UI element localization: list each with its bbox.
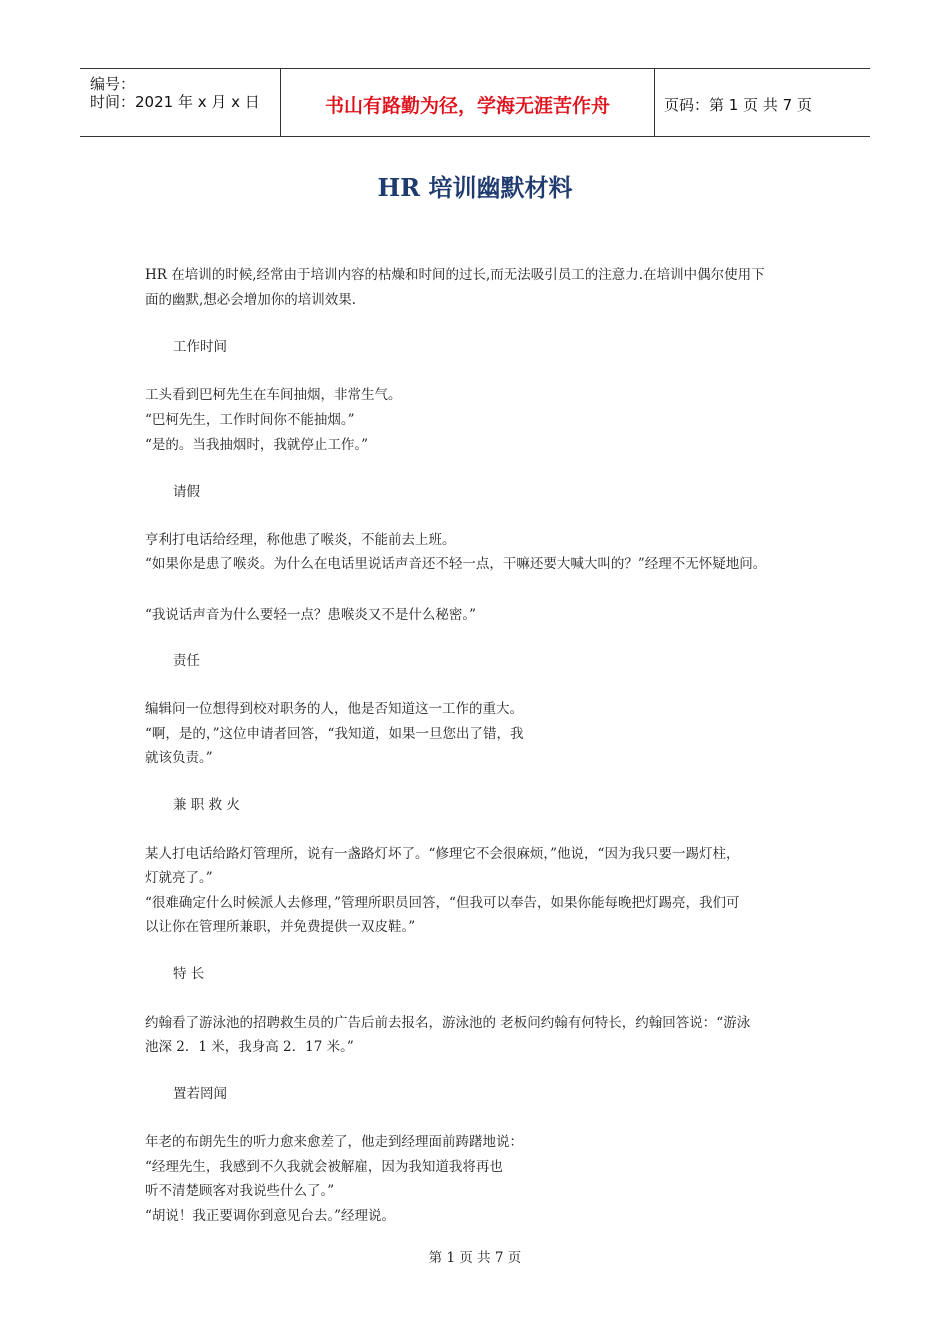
section-line: “很难确定什么时候派人去修理，”管理所职员回答，“但我可以奉告，如果你能每晚把灯踢亮，我们可 — [145, 895, 740, 911]
section-heading: 置若罔闻 — [173, 1086, 227, 1102]
header-motto: 书山有路勤为径，学海无涯苦作舟 — [324, 95, 610, 117]
section-line: “如果你是患了喉炎。为什么在电话里说话声音还不轻一点，干嘛还要大喊大叫的？”经理不无怀疑地问。 — [145, 556, 767, 572]
section-line: “是的。当我抽烟时，我就停止工作。” — [145, 437, 369, 453]
page-number-label: 页码：第 1 页 共 7 页 — [664, 96, 812, 114]
section-line: “我说话声音为什么要轻一点？患喉炎又不是什么秘密。” — [145, 607, 477, 623]
section-line: 工头看到巴柯先生在车间抽烟，非常生气。 — [145, 387, 402, 403]
intro-line: 面的幽默,想必会增加你的培训效果. — [145, 292, 357, 308]
section-heading: 特 长 — [173, 966, 205, 982]
document-date-label: 时间：2021 年 x 月 x 日 — [90, 93, 260, 111]
header-left-cell — [80, 69, 280, 136]
section-heading: 工作时间 — [173, 339, 227, 355]
section-line: 编辑问一位想得到校对职务的人，他是否知道这一工作的重大。 — [145, 701, 523, 717]
section-line: “胡说！我正要调你到意见台去。”经理说。 — [145, 1208, 396, 1224]
header-motto-cell — [280, 69, 655, 136]
section-line: 听不清楚顾客对我说些什么了。” — [145, 1183, 335, 1199]
section-line: 约翰看了游泳池的招聘救生员的广告后前去报名，游泳池的 老板问约翰有何特长，约翰回答说：“游泳 — [145, 1015, 751, 1031]
section-line: 亨利打电话给经理，称他患了喉炎，不能前去上班。 — [145, 532, 456, 548]
section-line: 年老的布朗先生的听力愈来愈差了，他走到经理面前踌躇地说： — [145, 1134, 523, 1150]
section-heading: 请假 — [173, 484, 200, 500]
section-line: 灯就亮了。” — [145, 870, 213, 886]
intro-line: HR 在培训的时候,经常由于培训内容的枯燥和时间的过长,而无法吸引员工的注意力.在培训中偶尔使用下 — [145, 267, 765, 283]
document-number-label: 编号： — [90, 75, 136, 93]
document-title: HR 培训幽默材料 — [377, 173, 573, 202]
section-line: “巴柯先生，工作时间你不能抽烟。” — [145, 412, 355, 428]
page-footer: 第 1 页 共 7 页 — [428, 1250, 522, 1266]
page-header — [80, 68, 870, 137]
section-line: 就该负责。” — [145, 750, 213, 766]
section-line: 以让你在管理所兼职，并免费提供一双皮鞋。” — [145, 919, 416, 935]
section-line: 某人打电话给路灯管理所，说有一盏路灯坏了。“修理它不会很麻烦，”他说，“因为我只要一踢灯柱， — [145, 846, 740, 862]
section-heading: 责任 — [173, 653, 200, 669]
section-line: 池深 2．1 米，我身高 2．17 米。” — [145, 1039, 354, 1055]
section-line: “经理先生，我感到不久我就会被解雇，因为我知道我将再也 — [145, 1159, 503, 1175]
header-right-cell — [654, 69, 870, 136]
section-heading: 兼 职 救 火 — [173, 797, 240, 813]
section-line: “啊，是的，”这位申请者回答，“我知道，如果一旦您出了错，我 — [145, 726, 524, 742]
